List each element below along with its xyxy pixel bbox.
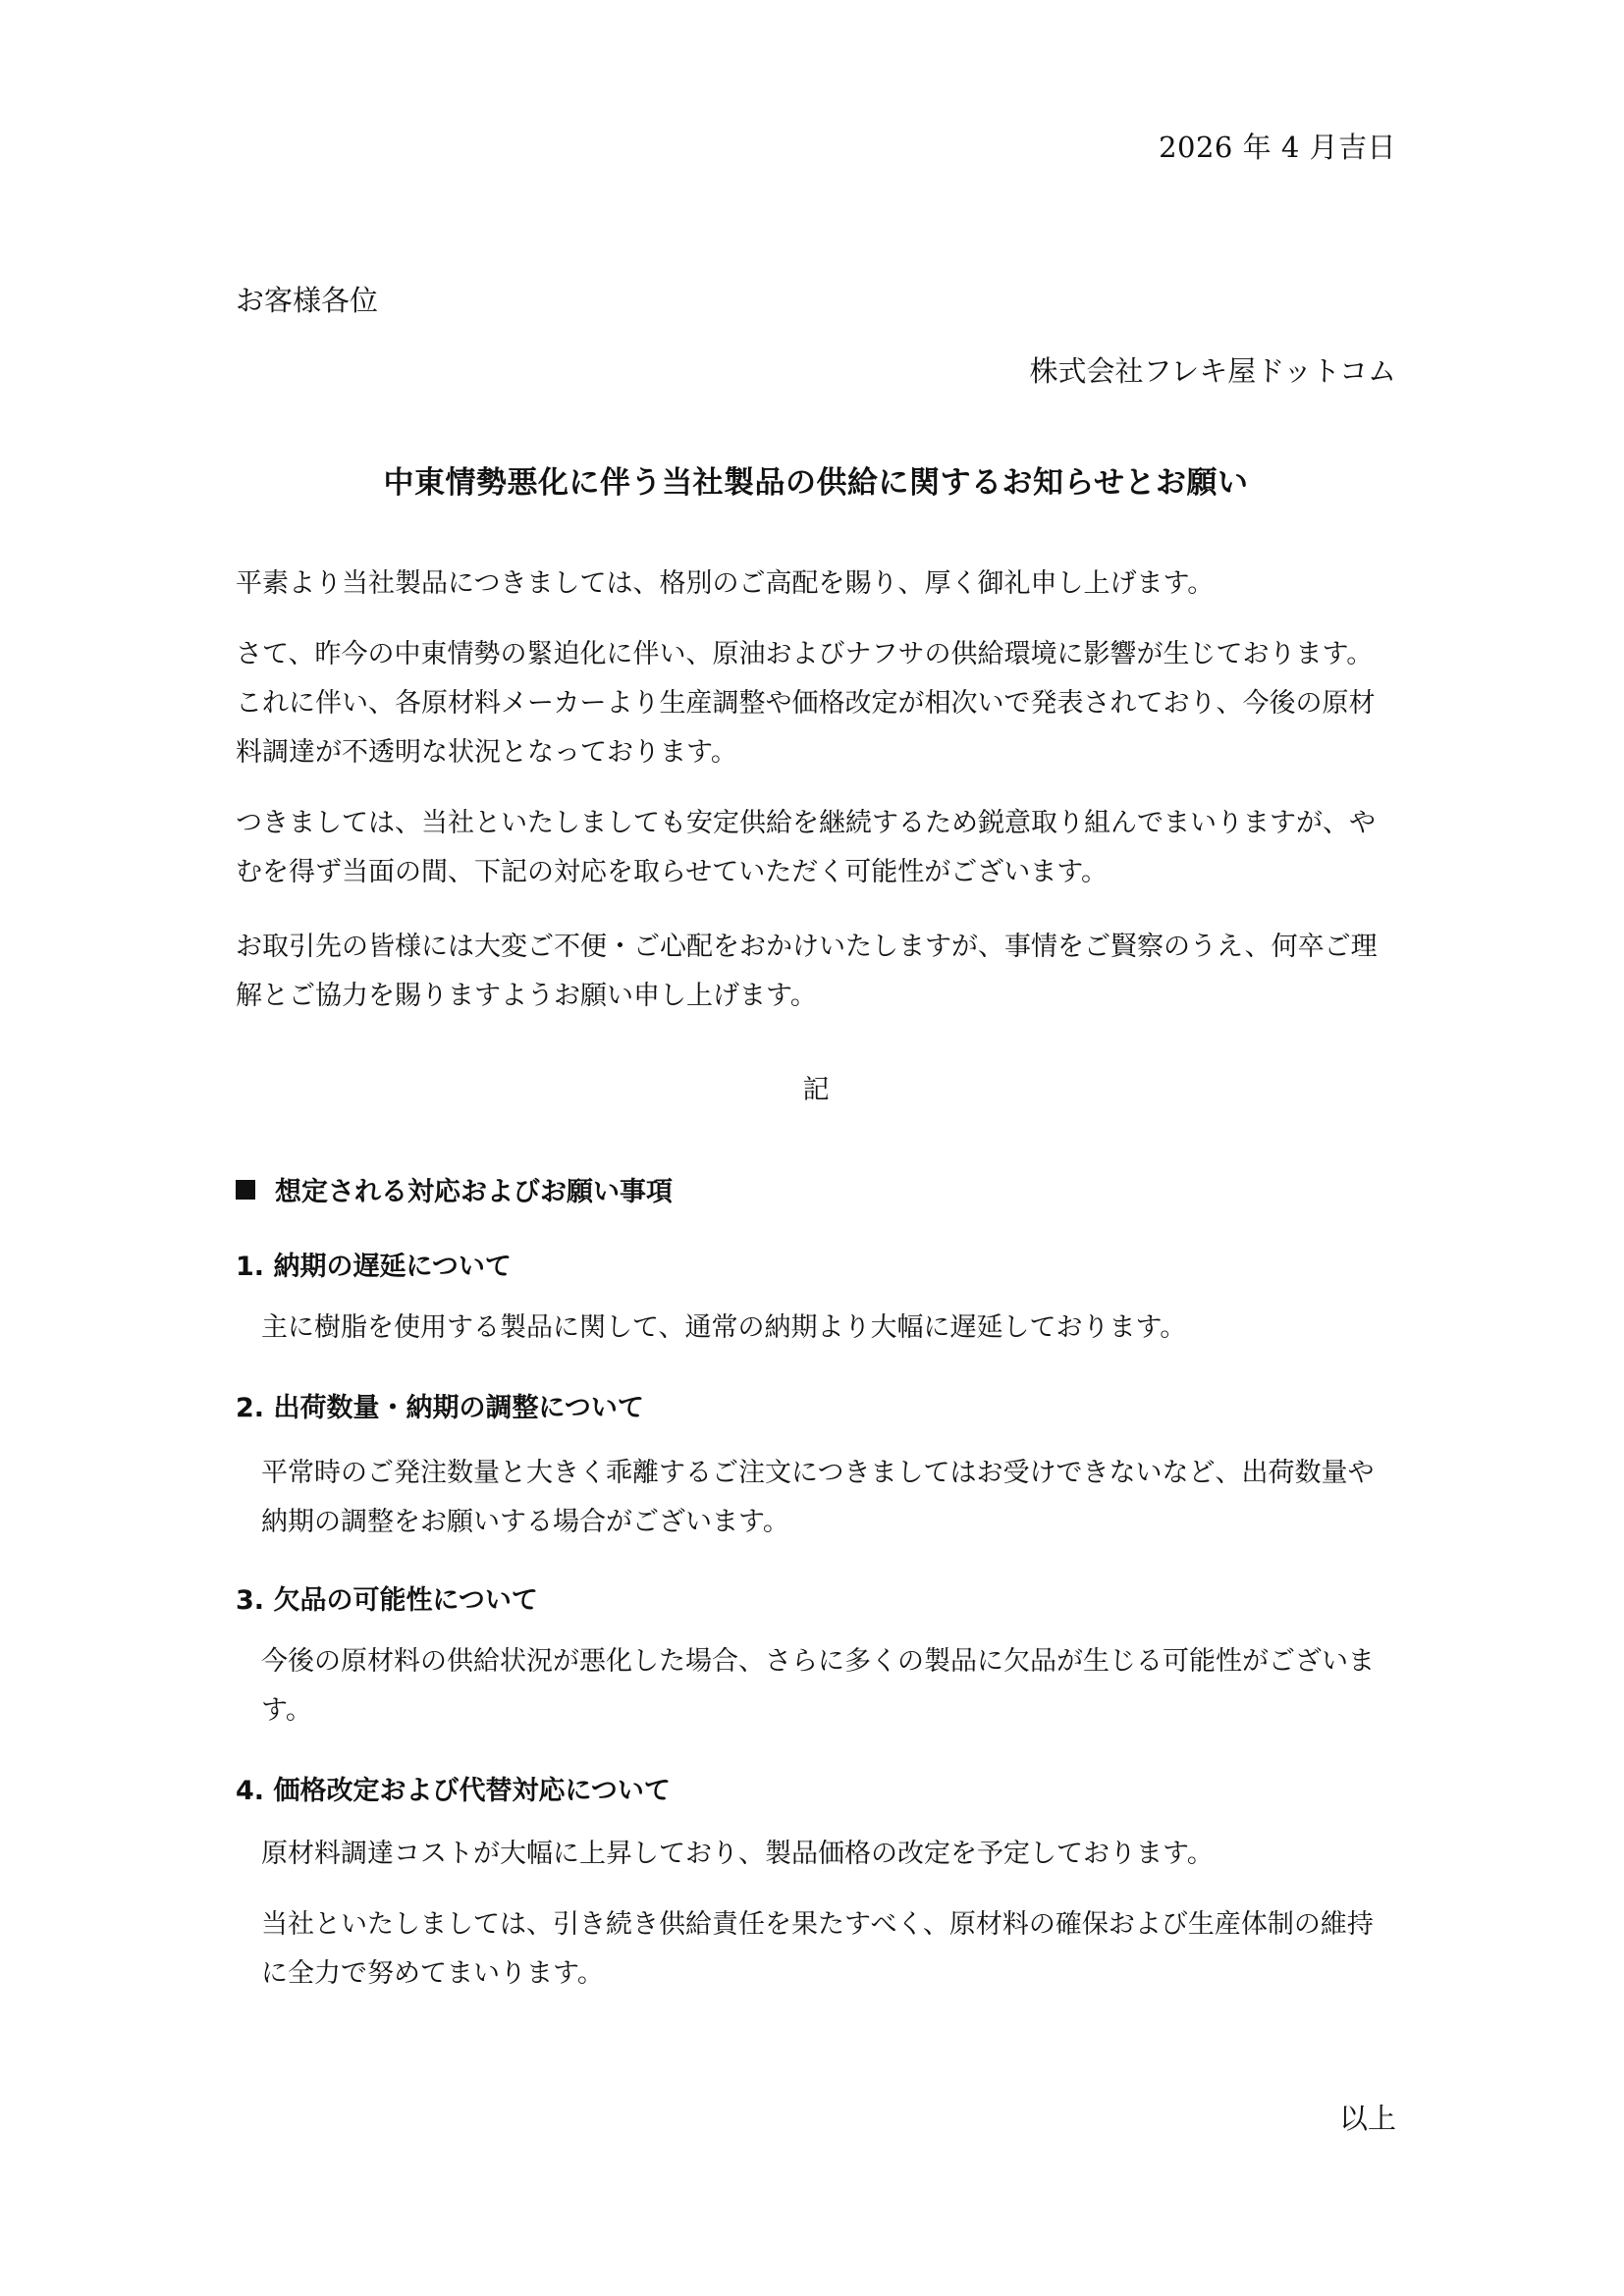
item-text-supply-commitment: 当社といたしましては、引き続き供給責任を果たすべく、原材料の確保および生産体制の維持に全力で努めてまいります。 bbox=[261, 1909, 1374, 1989]
recipient-line: お客様各位 bbox=[236, 284, 379, 317]
closing-mark: 以上 bbox=[1338, 2102, 1396, 2135]
sender-company: 株式会社フレキ屋ドットコム bbox=[1029, 354, 1396, 388]
paragraph-greeting: 平素より当社製品につきましては、格別のご高配を賜り、厚く御礼申し上げます。 bbox=[236, 568, 1215, 599]
item-text-stockout: 今後の原材料の供給状況が悪化した場合、さらに多くの製品に欠品が生じる可能性がございます。 bbox=[261, 1646, 1375, 1726]
section-heading bbox=[236, 1170, 673, 1208]
item-text-delivery-delay: 主に樹脂を使用する製品に関して、通常の納期より大幅に遅延しております。 bbox=[261, 1312, 1187, 1343]
paragraph-response: つきましては、当社といたしましても安定供給を継続するため鋭意取り組んでまいりますが、やむを得ず当面の間、下記の対応を取らせていただく可能性がございます。 bbox=[236, 808, 1376, 887]
item-text-quantity-adjustment: 平常時のご発注数量と大きく乖離するご注文につきましてはお受けできないなど、出荷数量や納期の調整をお願いする場合がございます。 bbox=[261, 1458, 1375, 1537]
paragraph-situation: さて、昨今の中東情勢の緊迫化に伴い、原油およびナフサの供給環境に影響が生じております。これに伴い、各原材料メーカーより生産調整や価格改定が相次いで発表されており、今後の原材料調達が不透明な状況となっております。 bbox=[236, 639, 1376, 768]
document-date: 2026 年 4 月吉日 bbox=[1159, 131, 1396, 164]
paragraph-request: お取引先の皆様には大変ご不便・ご心配をおかけいたしますが、事情をご賢察のうえ、何卒ご理解とご協力を賜りますようお願い申し上げます。 bbox=[236, 932, 1378, 1011]
black-square-icon bbox=[236, 1180, 255, 1200]
item-heading-stockout: 3. 欠品の可能性について bbox=[236, 1585, 538, 1616]
item-text-price-revision: 原材料調達コストが大幅に上昇しており、製品価格の改定を予定しております。 bbox=[261, 1839, 1214, 1869]
item-heading-delivery-delay: 1. 納期の遅延について bbox=[236, 1252, 512, 1282]
item-heading-price-revision: 4. 価格改定および代替対応について bbox=[236, 1776, 671, 1806]
item-heading-quantity-adjustment: 2. 出荷数量・納期の調整について bbox=[236, 1393, 644, 1423]
ki-notation: 記 bbox=[802, 1075, 830, 1105]
document-title: 中東情勢悪化に伴う当社製品の供給に関するお知らせとお願い bbox=[383, 465, 1249, 501]
section-heading-text: 想定される対応およびお願い事項 bbox=[275, 1177, 673, 1207]
